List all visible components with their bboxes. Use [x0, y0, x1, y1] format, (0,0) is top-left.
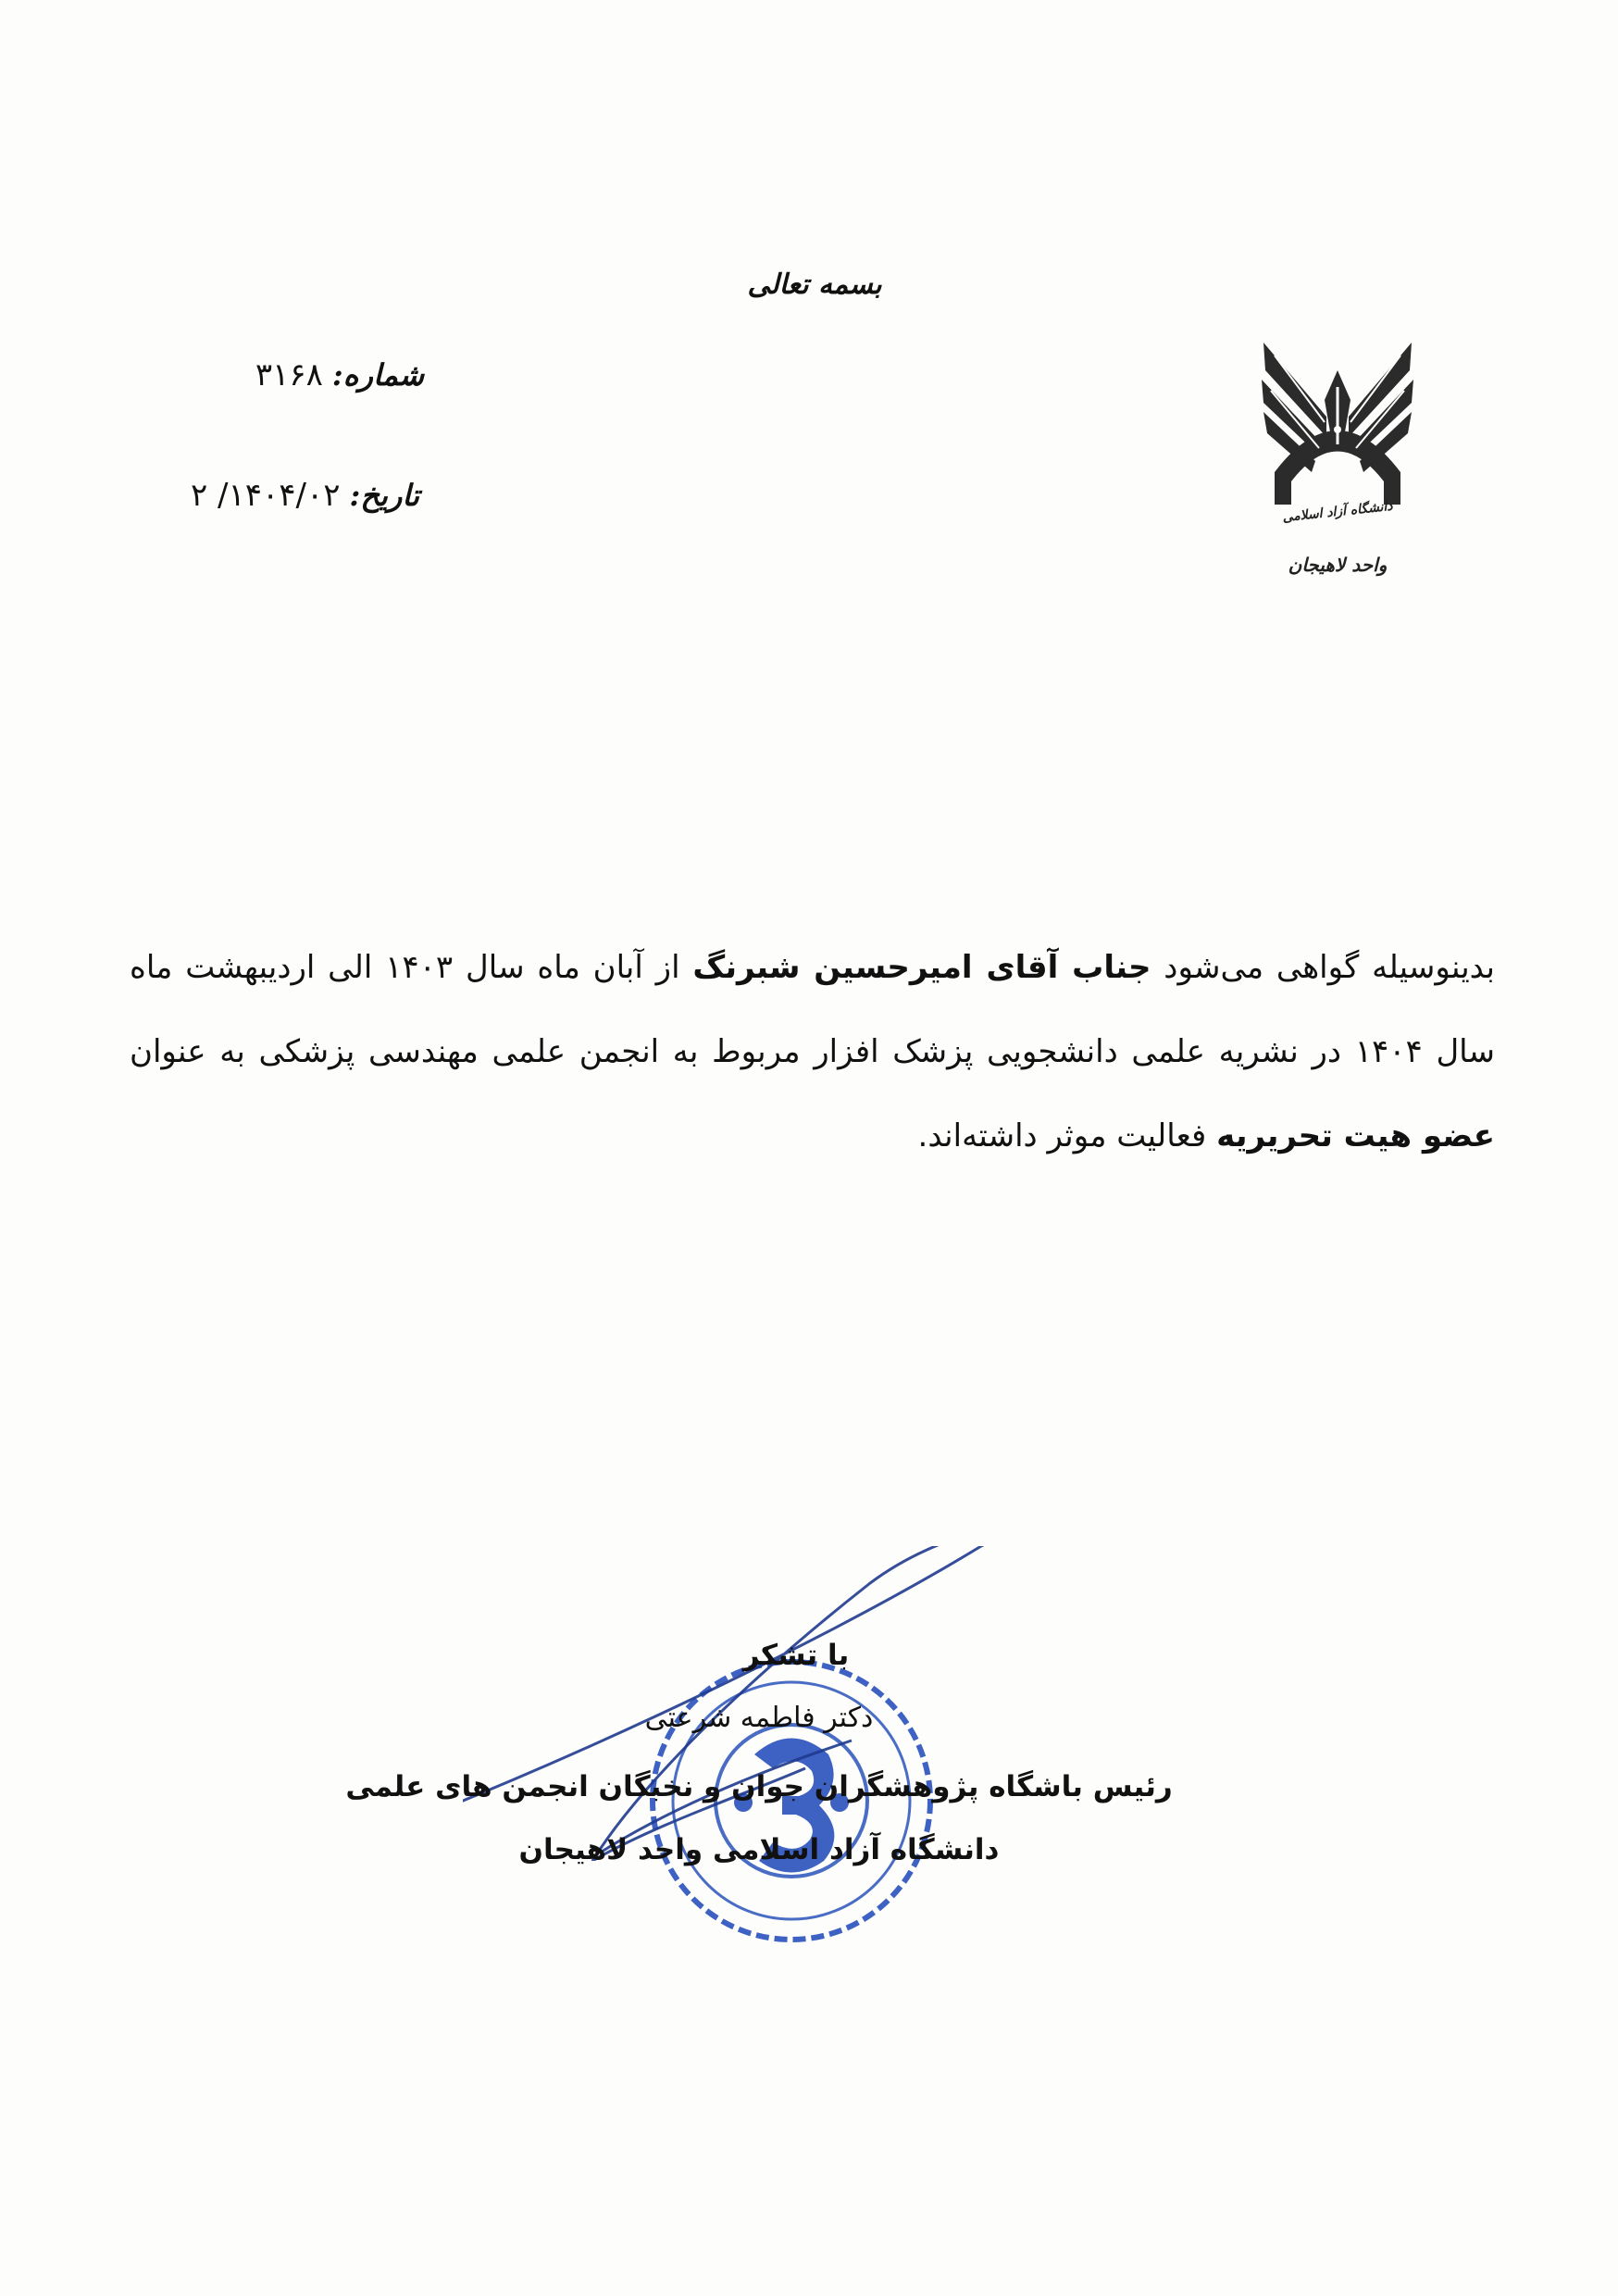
- body-intro: بدینوسیله گواهی می‌شود: [1164, 949, 1495, 986]
- certificate-body: [130, 926, 1495, 1179]
- recipient-name: جناب آقای امیرحسین شبرنگ: [692, 949, 1151, 986]
- signer-unit: دانشگاه آزاد اسلامی واحد لاهیجان: [518, 1833, 1000, 1866]
- signer-title: رئیس باشگاه پژوهشگران جوان و نخبگان انجمن های علمی: [345, 1770, 1173, 1803]
- date-label: تاریخ:: [349, 478, 419, 513]
- signature-block: [278, 1639, 1240, 2009]
- logo-caption-university: دانشگاه آزاد اسلامی: [1281, 498, 1394, 526]
- letter-number: [255, 356, 424, 393]
- thanks-line: با تشکر: [742, 1639, 850, 1672]
- recipient-role: عضو هیت تحریریه: [1216, 1117, 1495, 1154]
- body-period: از آبان ماه سال ۱۴۰۳ الی اردیبهشت ماه سال ۱۴۰۴ در نشریه علمی دانشجویی پزشک افزار مربوط به انجمن علمی مهندسی پزشکی به عنوان: [130, 949, 1495, 1070]
- university-logo: [1254, 333, 1421, 593]
- date-value: ۱۴۰۴/۰۲/ ۲: [190, 477, 341, 514]
- signer-name: دکتر فاطمه شرعتی: [644, 1702, 874, 1734]
- number-label: شماره:: [331, 357, 424, 393]
- university-emblem-icon: [1254, 333, 1421, 509]
- logo-caption-branch: واحد لاهیجان: [1288, 554, 1388, 576]
- letter-date: [191, 477, 419, 514]
- body-closing: فعالیت موثر داشته‌اند.: [917, 1117, 1207, 1154]
- invocation-header: بسمه تعالی: [747, 268, 882, 301]
- number-value: ۳۱۶۸: [255, 356, 323, 393]
